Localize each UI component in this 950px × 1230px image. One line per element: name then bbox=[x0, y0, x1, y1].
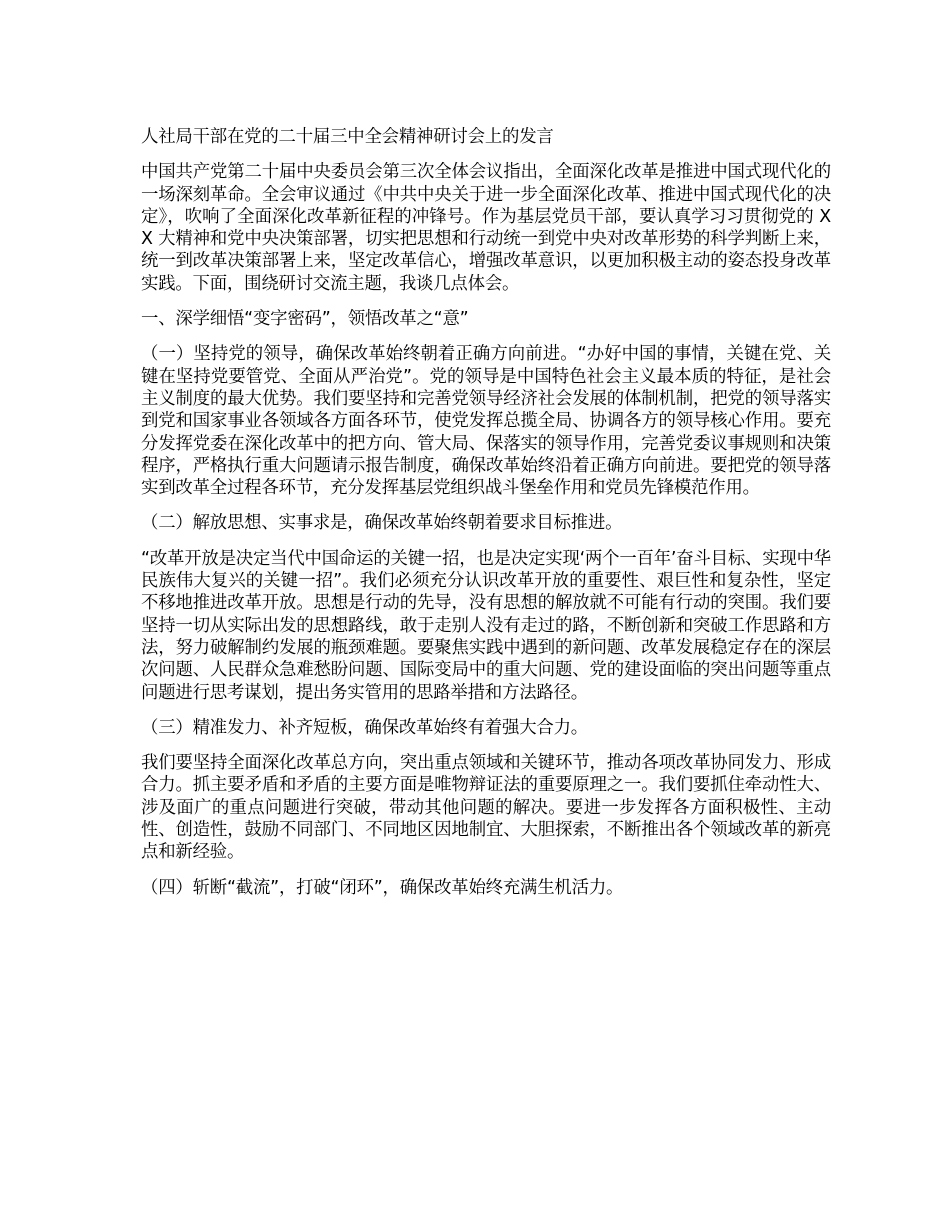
document-title: 人社局干部在党的二十届三中全会精神研讨会上的发言 bbox=[141, 127, 554, 147]
document-page bbox=[141, 126, 831, 912]
subsection-4-heading: （四）斩断“截流”，打破“闭环”，确保改革始终充满生机活力。 bbox=[141, 877, 624, 898]
intro-paragraph: 中国共产党第二十届中央委员会第三次全体会议指出，全面深化改革是推进中国式现代化的一场深刻革命。全会审议通过《中共中央关于进一步全面深化改革、推进中国式现代化的决定》，吹响了全面深化改革新征程的冲锋号。作为基层党员干部，要认真学习习贯彻党的 XX 大精神和党中央决策部署，切实把思想和行动统一到党中央对改革形势的科学判断上来，统一到改革决策部署上来，坚定改革信心，增强改革意识，以更加积极主动的姿态投身改革实践。下面，围绕研讨交流主题，我谈几点体会。 bbox=[141, 162, 831, 294]
subsection-2-heading: （二）解放思想、实事求是，确保改革始终朝着要求目标推进。 bbox=[141, 513, 623, 534]
subsection-2-paragraph: “改革开放是决定当代中国命运的关键一招，也是决定实现‘两个一百年’奋斗目标、实现中华民族伟大复兴的关键一招”。我们必须充分认识改革开放的重要性、艰巨性和复杂性，坚定不移地推进改革开放。思想是行动的先导，没有思想的解放就不可能有行动的突围。我们要坚持一切从实际出发的思想路线，敢于走别人没有走过的路，不断创新和突破工作思路和方法，努力破解制约发展的瓶颈难题。要聚焦实践中遇到的新问题、改革发展稳定存在的深层次问题、人民群众急难愁盼问题、国际变局中的重大问题、党的建设面临的突出问题等重点问题进行思考谋划，提出务实管用的思路举措和方法路径。 bbox=[141, 548, 831, 703]
subsection-3-heading: （三）精准发力、补齐短板，确保改革始终有着强大合力。 bbox=[141, 717, 588, 738]
subsection-1-paragraph: （一）坚持党的领导，确保改革始终朝着正确方向前进。“办好中国的事情，关键在党、关键在坚持党要管党、全面从严治党”。党的领导是中国特色社会主义最本质的特征，是社会主义制度的最大优势。我们要坚持和完善党领导经济社会发展的体制机制，把党的领导落实到党和国家事业各领域各方面各环节，使党发挥总揽全局、协调各方的领导核心作用。要充分发挥党委在深化改革中的把方向、管大局、保落实的领导作用，完善党委议事规则和决策程序，严格执行重大问题请示报告制度，确保改革始终沿着正确方向前进。要把党的领导落实到改革全过程各环节，充分发挥基层党组织战斗堡垒作用和党员先锋模范作用。 bbox=[141, 344, 831, 499]
subsection-3-paragraph: 我们要坚持全面深化改革总方向，突出重点领域和关键环节，推动各项改革协同发力、形成合力。抓主要矛盾和矛盾的主要方面是唯物辩证法的重要原理之一。我们要抓住牵动性大、涉及面广的重点问题进行突破，带动其他问题的解决。要进一步发挥各方面积极性、主动性、创造性，鼓励不同部门、不同地区因地制宜、大胆探索，不断推出各个领域改革的新亮点和新经验。 bbox=[141, 753, 831, 863]
section-heading-1: 一、深学细悟“变字密码”，领悟改革之“意” bbox=[141, 309, 469, 330]
